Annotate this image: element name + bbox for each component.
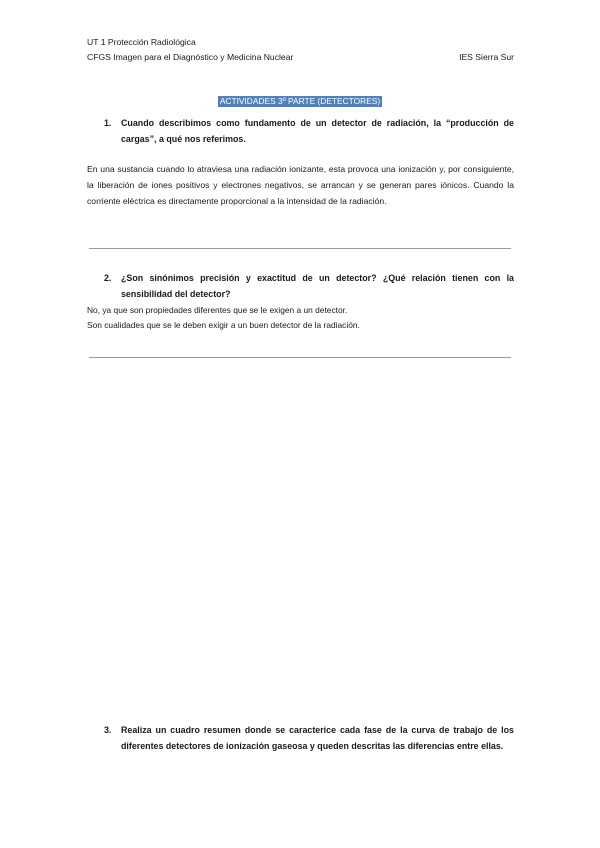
- answer-2-line-2: Son cualidades que se le deben exigir a un buen detector de la radiación.: [87, 320, 360, 330]
- question-2-text: ¿Son sinónimos precisión y exactitud de un detector? ¿Qué relación tienen con la sensibilidad del detector?: [121, 273, 514, 299]
- question-2-number: 2.: [104, 273, 112, 283]
- header-course: CFGS Imagen para el Diagnóstico y Medicina Nuclear: [87, 52, 294, 62]
- divider-1: [89, 248, 511, 249]
- question-3-text: Realiza un cuadro resumen donde se caracterice cada fase de la curva de trabajo de los diferentes detectores de ionización gaseosa y queden descritas las diferencias entre ellas.: [121, 725, 514, 751]
- answer-2-line-1: No, ya que son propiedades diferentes que se le exigen a un detector.: [87, 305, 348, 315]
- question-3-number: 3.: [104, 725, 112, 735]
- page-title: ACTIVIDADES 3º PARTE (DETECTORES): [219, 96, 381, 106]
- question-1-number: 1.: [104, 118, 112, 128]
- question-3: [104, 722, 514, 754]
- question-2: [104, 270, 514, 302]
- title-container: [0, 91, 600, 109]
- question-1: [104, 115, 514, 147]
- question-1-text: Cuando describimos como fundamento de un detector de radiación, la “producción de cargas”, a qué nos referimos.: [121, 118, 514, 144]
- header-school: IES Sierra Sur: [459, 52, 514, 62]
- divider-2: [89, 357, 511, 358]
- header-course-row: [87, 52, 514, 63]
- answer-1: En una sustancia cuando lo atraviesa una radiación ionizante, esta provoca una ionización y, por consiguiente, la liberación de iones positivos y electrones negativos, se arrancan y se generan pares iónicos. Cuando la corriente eléctrica es directamente proporcional a la intensidad de la radiación.: [87, 164, 514, 206]
- header-unit: UT 1 Protección Radiológica: [87, 37, 196, 47]
